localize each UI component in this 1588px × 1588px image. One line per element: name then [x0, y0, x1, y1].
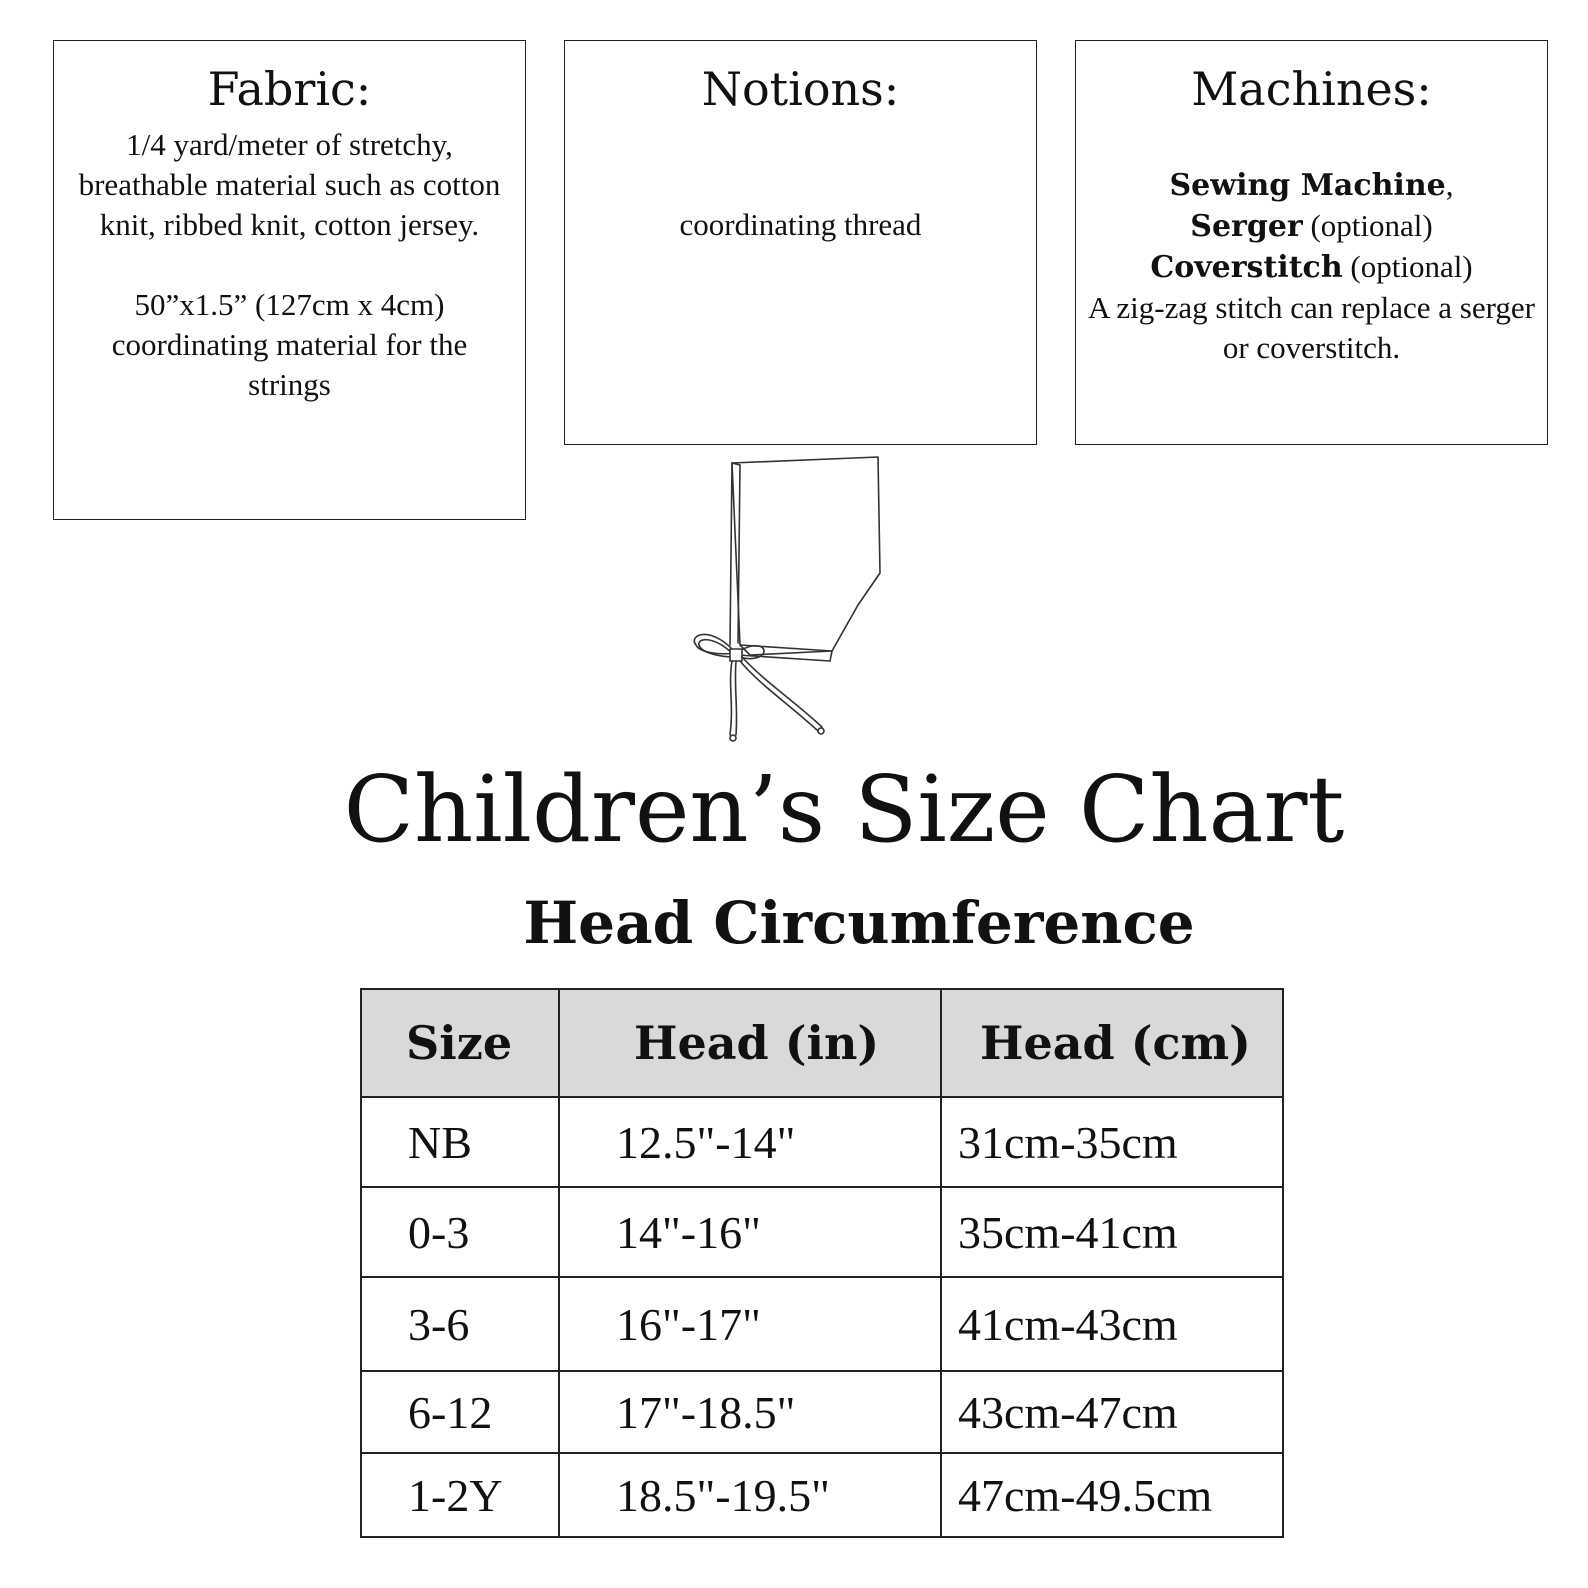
table-row: [361, 1187, 1283, 1277]
machines-line-coverstitch: [1086, 247, 1537, 288]
machines-line-sewing: [1086, 165, 1537, 206]
serger-label: Serger: [1190, 209, 1303, 244]
cell-size: NB: [361, 1097, 559, 1187]
coverstitch-label: Coverstitch: [1150, 250, 1343, 285]
table-row: [361, 1453, 1283, 1537]
header-size: Size: [361, 989, 559, 1097]
bonnet-illustration-icon: [690, 455, 900, 755]
cell-size: 3-6: [361, 1277, 559, 1371]
machines-body: [1076, 165, 1547, 368]
table-row: [361, 1097, 1283, 1187]
cell-head-in: 18.5"-19.5": [559, 1453, 941, 1537]
notions-box: [564, 40, 1037, 445]
fabric-paragraph-2: 50”x1.5” (127cm x 4cm) coordinating material for the strings: [111, 287, 468, 402]
cell-size: 1-2Y: [361, 1453, 559, 1537]
fabric-title: Fabric:: [207, 62, 372, 116]
header-head-in: Head (in): [559, 989, 941, 1097]
cell-head-in: 16"-17": [559, 1277, 941, 1371]
cell-head-cm: 47cm-49.5cm: [941, 1453, 1283, 1537]
fabric-body: [54, 125, 525, 405]
notions-body: coordinating thread: [679, 207, 922, 242]
cell-head-cm: 41cm-43cm: [941, 1277, 1283, 1371]
notions-title: Notions:: [701, 62, 900, 116]
cell-head-cm: 35cm-41cm: [941, 1187, 1283, 1277]
chart-title: Children’s Size Chart: [343, 756, 1345, 863]
table-row: [361, 1277, 1283, 1371]
table-header-row: [361, 989, 1283, 1097]
size-table: [360, 988, 1284, 1538]
coverstitch-suffix: (optional): [1342, 249, 1473, 284]
chart-subtitle: Head Circumference: [523, 889, 1195, 957]
header-head-cm: Head (cm): [941, 989, 1283, 1097]
sewing-machine-suffix: ,: [1445, 167, 1454, 202]
fabric-paragraph-1: 1/4 yard/meter of stretchy, breathable material such as cotton knit, ribbed knit, cotton jersey.: [78, 127, 501, 242]
table-row: [361, 1371, 1283, 1453]
cell-size: 0-3: [361, 1187, 559, 1277]
machines-title: Machines:: [1191, 62, 1432, 116]
cell-size: 6-12: [361, 1371, 559, 1453]
cell-head-cm: 31cm-35cm: [941, 1097, 1283, 1187]
machines-note: A zig-zag stitch can replace a serger or coverstitch.: [1088, 290, 1535, 365]
cell-head-in: 17"-18.5": [559, 1371, 941, 1453]
cell-head-cm: 43cm-47cm: [941, 1371, 1283, 1453]
fabric-box: [53, 40, 526, 520]
sewing-machine-label: Sewing Machine: [1169, 168, 1446, 203]
machines-line-serger: [1086, 206, 1537, 247]
serger-suffix: (optional): [1302, 208, 1433, 243]
machines-box: [1075, 40, 1548, 445]
cell-head-in: 14"-16": [559, 1187, 941, 1277]
cell-head-in: 12.5"-14": [559, 1097, 941, 1187]
